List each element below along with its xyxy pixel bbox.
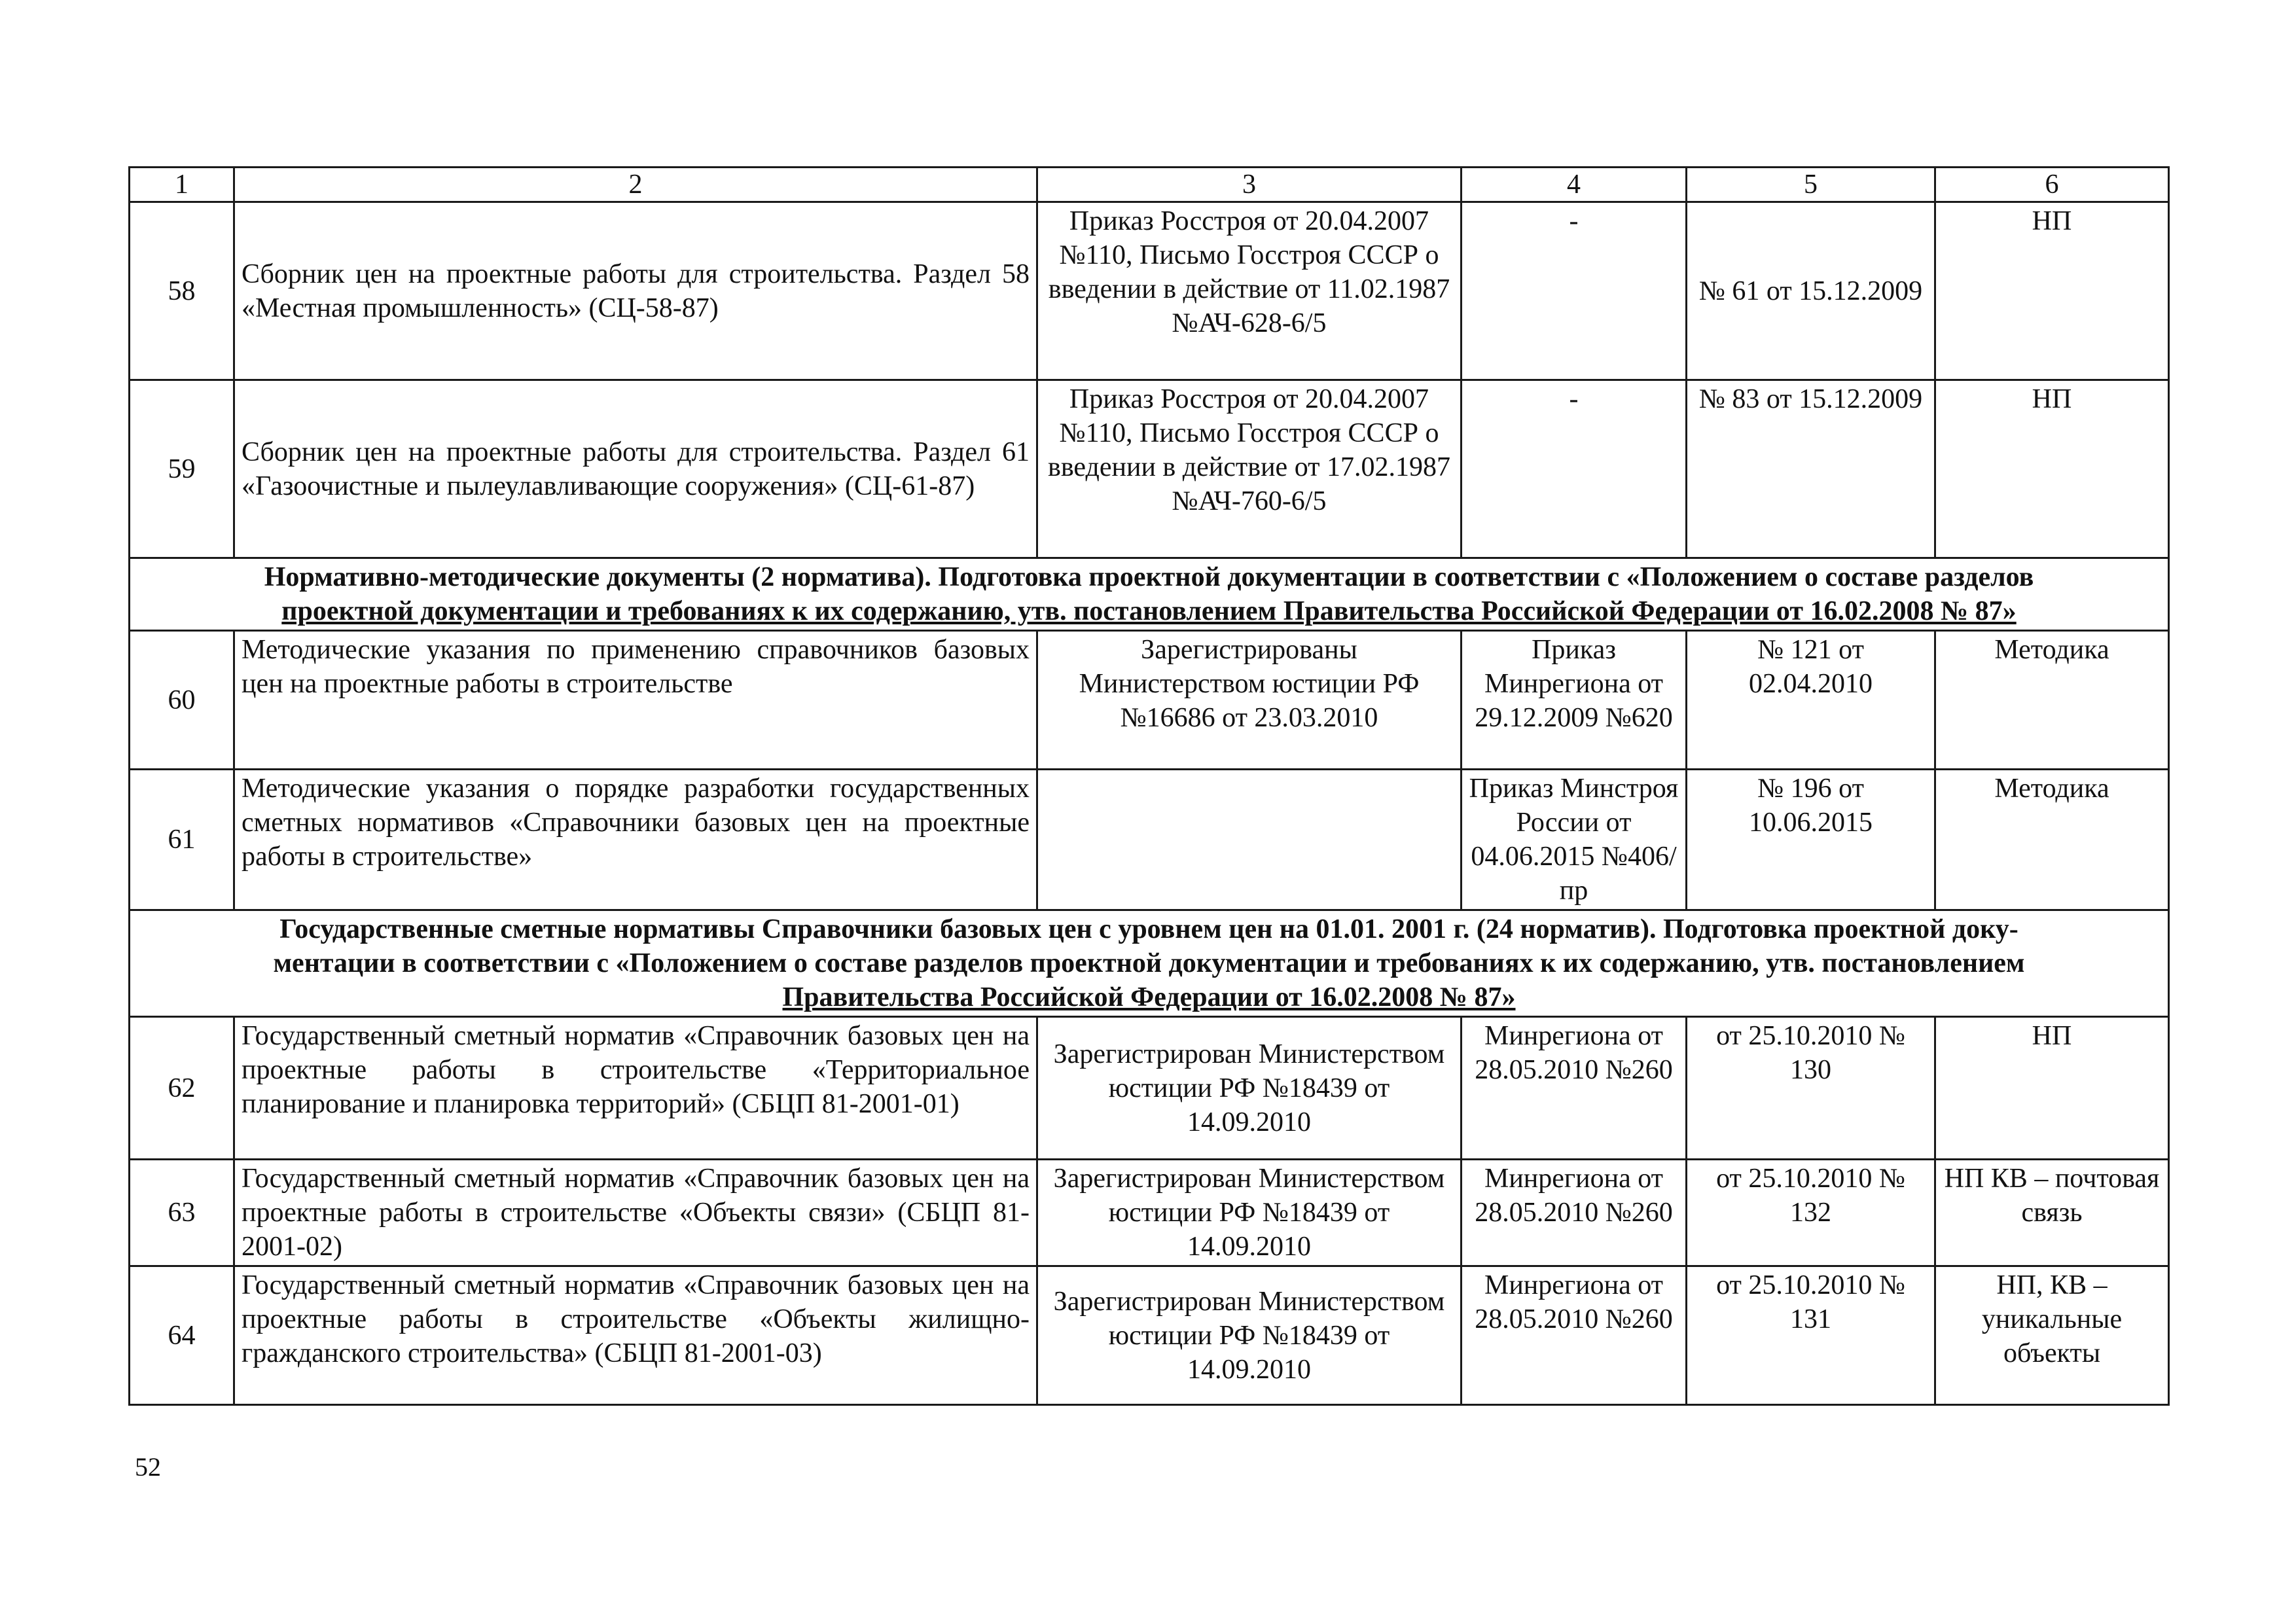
- document-title: Государственный сметный норматив «Справочник базовых цен на проектные работы в строительстве «Объекты жилищно-гражданского строительства» (СБЦП 81-2001-03): [234, 1266, 1037, 1405]
- col-header-3: 3: [1037, 168, 1462, 202]
- row-number: 61: [130, 770, 234, 910]
- letter-info: № 61 от 15.12.2009: [1687, 202, 1935, 380]
- document-title: Государственный сметный норматив «Справочник базовых цен на проектные работы в строительстве «Территориальное планирование и планировка территорий» (СБЦП 81-2001-01): [234, 1017, 1037, 1160]
- col-header-1: 1: [130, 168, 234, 202]
- row-number: 58: [130, 202, 234, 380]
- norms-table: [128, 166, 2170, 1406]
- row-number: 64: [130, 1266, 234, 1405]
- section-title-line: Нормативно-методические документы (2 норматива). Подготовка проектной документации в соответствии с «Положением о составе разделов: [264, 562, 2034, 592]
- column-number-row: [130, 168, 2169, 202]
- letter-info: от 25.10.2010 № 131: [1687, 1266, 1935, 1405]
- letter-info: № 121 от 02.04.2010: [1687, 631, 1935, 770]
- order-info: Приказ Минстроя России от 04.06.2015 №406/пр: [1462, 770, 1687, 910]
- section-header: [130, 558, 2169, 631]
- order-info: -: [1462, 202, 1687, 380]
- order-info: Приказ Минрегиона от 29.12.2009 №620: [1462, 631, 1687, 770]
- table-row: [130, 1266, 2169, 1405]
- row-number: 59: [130, 380, 234, 558]
- letter-info: от 25.10.2010 № 130: [1687, 1017, 1935, 1160]
- approval-info: Приказ Росстроя от 20.04.2007 №110, Письмо Госстроя СССР о введении в действие от 11.02.1987 №АЧ-628-6/5: [1037, 202, 1462, 380]
- approval-info: [1037, 770, 1462, 910]
- document-type: НП, КВ – уникальные объекты: [1935, 1266, 2169, 1405]
- document-type: НП: [1935, 202, 2169, 380]
- table-row: [130, 631, 2169, 770]
- table-row: [130, 1160, 2169, 1266]
- approval-info: Зарегистрированы Министерством юстиции РФ №16686 от 23.03.2010: [1037, 631, 1462, 770]
- document-title: Методические указания о порядке разработки государственных сметных нормативов «Справочники базовых цен на проектные работы в строительстве»: [234, 770, 1037, 910]
- section-title-line: проектной документации и требованиях к их содержанию, утв. постановлением Правительства Российской Федерации от 16.02.2008 № 87»: [281, 596, 2017, 626]
- letter-info: № 196 от 10.06.2015: [1687, 770, 1935, 910]
- col-header-4: 4: [1462, 168, 1687, 202]
- row-number: 60: [130, 631, 234, 770]
- letter-info: № 83 от 15.12.2009: [1687, 380, 1935, 558]
- page-number: 52: [135, 1452, 161, 1482]
- table-row: [130, 202, 2169, 380]
- section-header: [130, 910, 2169, 1017]
- order-info: Минрегиона от 28.05.2010 №260: [1462, 1266, 1687, 1405]
- section-title-line: ментации в соответствии с «Положением о составе разделов проектной документации и требованиях к их содержанию, утв. постановлением: [273, 948, 2025, 978]
- document-type: НП КВ – почтовая связь: [1935, 1160, 2169, 1266]
- document-title: Методические указания по применению справочников базовых цен на проектные работы в строительстве: [234, 631, 1037, 770]
- approval-info: Зарегистрирован Министерством юстиции РФ №18439 от 14.09.2010: [1037, 1160, 1462, 1266]
- document-title: Сборник цен на проектные работы для строительства. Раздел 58 «Местная промышленность» (СЦ-58-87): [234, 202, 1037, 380]
- order-info: Минрегиона от 28.05.2010 №260: [1462, 1160, 1687, 1266]
- approval-info: Зарегистрирован Министерством юстиции РФ №18439 от 14.09.2010: [1037, 1017, 1462, 1160]
- table-row: [130, 1017, 2169, 1160]
- row-number: 63: [130, 1160, 234, 1266]
- section-title-line: Государственные сметные нормативы Справочники базовых цен с уровнем цен на 01.01. 2001 г. (24 норматив). Подготовка проектной доку-: [279, 914, 2018, 944]
- document-type: Методика: [1935, 770, 2169, 910]
- col-header-2: 2: [234, 168, 1037, 202]
- table-row: [130, 770, 2169, 910]
- order-info: -: [1462, 380, 1687, 558]
- approval-info: Зарегистрирован Министерством юстиции РФ №18439 от 14.09.2010: [1037, 1266, 1462, 1405]
- document-type: НП: [1935, 1017, 2169, 1160]
- document-title: Сборник цен на проектные работы для строительства. Раздел 61 «Газоочистные и пылеулавливающие сооружения» (СЦ-61-87): [234, 380, 1037, 558]
- approval-info: Приказ Росстроя от 20.04.2007 №110, Письмо Госстроя СССР о введении в действие от 17.02.1987 №АЧ-760-6/5: [1037, 380, 1462, 558]
- col-header-6: 6: [1935, 168, 2169, 202]
- order-info: Минрегиона от 28.05.2010 №260: [1462, 1017, 1687, 1160]
- col-header-5: 5: [1687, 168, 1935, 202]
- letter-info: от 25.10.2010 № 132: [1687, 1160, 1935, 1266]
- document-type: НП: [1935, 380, 2169, 558]
- row-number: 62: [130, 1017, 234, 1160]
- table-row: [130, 380, 2169, 558]
- document-type: Методика: [1935, 631, 2169, 770]
- section-title-line: Правительства Российской Федерации от 16.02.2008 № 87»: [782, 982, 1516, 1012]
- document-title: Государственный сметный норматив «Справочник базовых цен на проектные работы в строительстве «Объекты связи» (СБЦП 81-2001-02): [234, 1160, 1037, 1266]
